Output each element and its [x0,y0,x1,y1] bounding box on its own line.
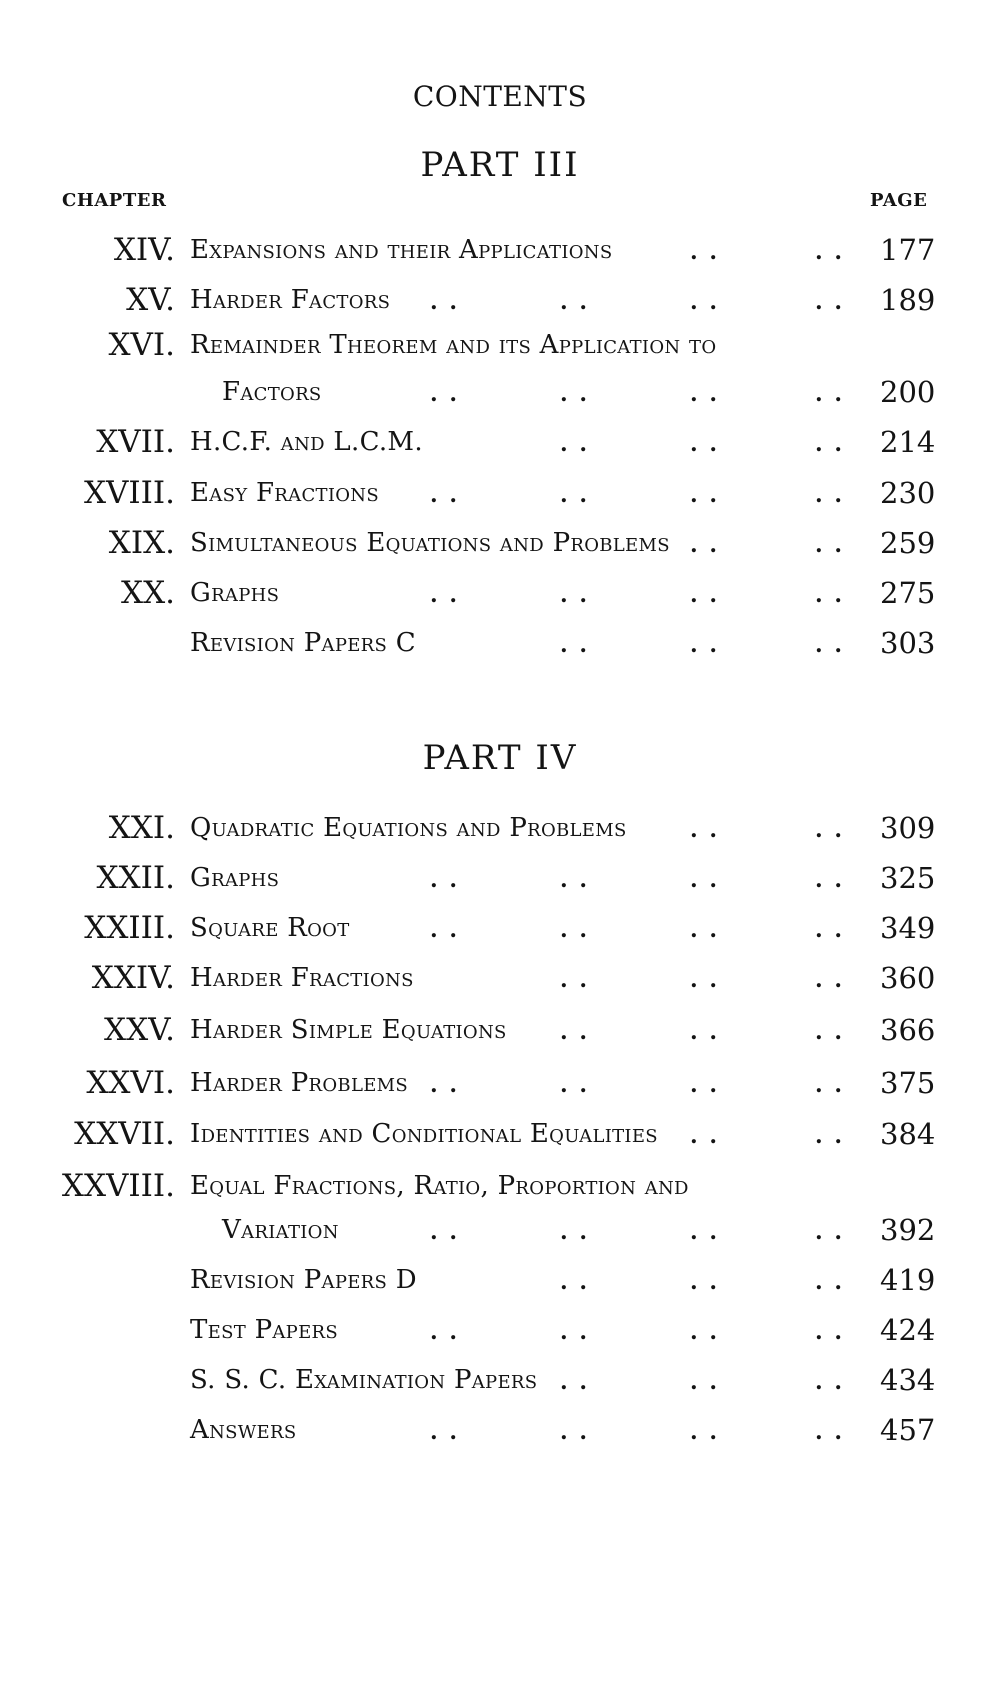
leader-dots: . . [690,1072,719,1098]
leader-dots: . . [690,917,719,943]
leader-dots: . . [690,1369,719,1395]
leader-dots: . . [690,1269,719,1295]
leader-dots: . . [560,632,589,658]
chapter-title: Revision Papers C [190,628,416,658]
toc-entry [0,523,1000,563]
leader-dots: . . [815,239,844,265]
leader-dots: . . [560,917,589,943]
leader-dots: . . [560,1072,589,1098]
chapter-number: XX. [121,575,175,611]
leader-dots: . . [815,1419,844,1445]
leader-dots: . . [430,1219,459,1245]
contents-heading: CONTENTS [412,80,588,113]
chapter-title: Square Root [190,913,350,943]
chapter-title: Easy Fractions [190,478,379,508]
leader-dots: . . [815,1123,844,1149]
chapter-title: Expansions and their Applications [190,235,613,265]
leader-dots: . . [815,1319,844,1345]
leader-dots: . . [690,289,719,315]
leader-dots: . . [815,582,844,608]
toc-entry [0,1310,1000,1350]
part-iii-heading: PART III [420,145,580,185]
leader-dots: . . [560,867,589,893]
leader-dots: . . [690,532,719,558]
toc-entry-continued [0,1210,1000,1250]
page-number: 259 [880,526,936,560]
leader-dots: . . [430,1319,459,1345]
chapter-number: XXVIII. [61,1168,175,1204]
leader-dots: . . [560,967,589,993]
toc-entry [0,280,1000,320]
page-number: 230 [880,476,936,510]
leader-dots: . . [560,1019,589,1045]
chapter-number: XXIV. [91,960,175,996]
leader-dots: . . [430,582,459,608]
leader-dots: . . [815,1269,844,1295]
leader-dots: . . [815,1219,844,1245]
page-number: 375 [880,1066,936,1100]
toc-entry-continued [0,372,1000,412]
chapter-title: S. S. C. Examination Papers [190,1365,538,1395]
toc-entry [0,422,1000,462]
page-number: 349 [880,911,936,945]
leader-dots: . . [430,1072,459,1098]
leader-dots: . . [690,867,719,893]
leader-dots: . . [430,1419,459,1445]
page-number: 200 [880,375,936,409]
chapter-number: XXVI. [86,1065,175,1101]
part-iv-heading: PART IV [422,738,578,778]
chapter-title-continued: Factors [222,377,322,407]
page-number: 177 [880,233,936,267]
leader-dots: . . [815,867,844,893]
chapter-number: XVII. [96,424,175,460]
toc-entry [0,1010,1000,1050]
leader-dots: . . [815,381,844,407]
toc-entry [0,958,1000,998]
leader-dots: . . [815,1369,844,1395]
leader-dots: . . [430,867,459,893]
leader-dots: . . [815,482,844,508]
toc-entry [0,1410,1000,1450]
leader-dots: . . [690,1019,719,1045]
page-number: 360 [880,961,936,995]
chapter-title: Harder Fractions [190,963,414,993]
leader-dots: . . [560,1319,589,1345]
leader-dots: . . [690,967,719,993]
toc-entry [0,858,1000,898]
toc-entry [0,808,1000,848]
page-number: 325 [880,861,936,895]
page-number: 434 [880,1363,936,1397]
page-number: 214 [880,425,936,459]
toc-entry [0,325,1000,365]
page-number: 189 [880,283,936,317]
leader-dots: . . [560,1419,589,1445]
leader-dots: . . [690,632,719,658]
leader-dots: . . [815,532,844,558]
chapter-number: XIV. [113,232,175,268]
chapter-number: XXVII. [74,1116,175,1152]
leader-dots: . . [560,1369,589,1395]
page-number: 366 [880,1013,936,1047]
leader-dots: . . [690,482,719,508]
leader-dots: . . [690,1319,719,1345]
leader-dots: . . [815,289,844,315]
chapter-number: XXI. [108,810,175,846]
leader-dots: . . [690,381,719,407]
chapter-number: XXV. [104,1012,175,1048]
leader-dots: . . [690,239,719,265]
page-number: 419 [880,1263,936,1297]
toc-entry [0,1360,1000,1400]
chapter-title: Quadratic Equations and Problems [190,813,627,843]
leader-dots: . . [690,1219,719,1245]
chapter-title: Test Papers [190,1315,339,1345]
leader-dots: . . [690,817,719,843]
leader-dots: . . [815,917,844,943]
page-number: 309 [880,811,936,845]
leader-dots: . . [690,431,719,457]
leader-dots: . . [690,1419,719,1445]
chapter-number: XVI. [108,327,175,363]
chapter-title-continued: Variation [222,1215,339,1245]
leader-dots: . . [430,917,459,943]
page-number: 424 [880,1313,936,1347]
toc-entry [0,908,1000,948]
toc-entry [0,1166,1000,1206]
page-number: 275 [880,576,936,610]
leader-dots: . . [815,1019,844,1045]
leader-dots: . . [430,482,459,508]
chapter-title: Answers [190,1415,297,1445]
chapter-title: Revision Papers D [190,1265,417,1295]
leader-dots: . . [815,967,844,993]
leader-dots: . . [430,381,459,407]
leader-dots: . . [690,1123,719,1149]
leader-dots: . . [430,289,459,315]
page-column-label: PAGE [870,190,928,211]
toc-entry [0,1063,1000,1103]
chapter-number: XIX. [108,525,175,561]
chapter-number: XV. [126,282,175,318]
toc-entry [0,1260,1000,1300]
leader-dots: . . [560,431,589,457]
leader-dots: . . [560,1219,589,1245]
chapter-title: Simultaneous Equations and Problems [190,528,670,558]
chapter-title: Graphs [190,863,280,893]
toc-entry [0,473,1000,513]
leader-dots: . . [815,632,844,658]
chapter-number: XXII. [96,860,175,896]
chapter-title: Graphs [190,578,280,608]
chapter-title: Remainder Theorem and its Application to [190,330,717,360]
page-number: 392 [880,1213,936,1247]
leader-dots: . . [815,817,844,843]
leader-dots: . . [560,289,589,315]
leader-dots: . . [815,431,844,457]
leader-dots: . . [815,1072,844,1098]
chapter-title: Equal Fractions, Ratio, Proportion and [190,1171,689,1201]
chapter-number: XVIII. [83,475,175,511]
toc-entry [0,573,1000,613]
toc-entry [0,623,1000,663]
chapter-column-label: CHAPTER [62,190,167,211]
chapter-title: Harder Problems [190,1068,408,1098]
chapter-number: XXIII. [84,910,175,946]
page-number: 457 [880,1413,936,1447]
chapter-title: Harder Simple Equations [190,1015,507,1045]
toc-entry [0,230,1000,270]
leader-dots: . . [560,1269,589,1295]
chapter-title: H.C.F. and L.C.M. [190,427,423,457]
chapter-title: Harder Factors [190,285,391,315]
leader-dots: . . [560,482,589,508]
leader-dots: . . [690,582,719,608]
page-number: 384 [880,1117,936,1151]
leader-dots: . . [560,381,589,407]
toc-entry [0,1114,1000,1154]
chapter-title: Identities and Conditional Equalities [190,1119,658,1149]
leader-dots: . . [560,582,589,608]
page-number: 303 [880,626,936,660]
